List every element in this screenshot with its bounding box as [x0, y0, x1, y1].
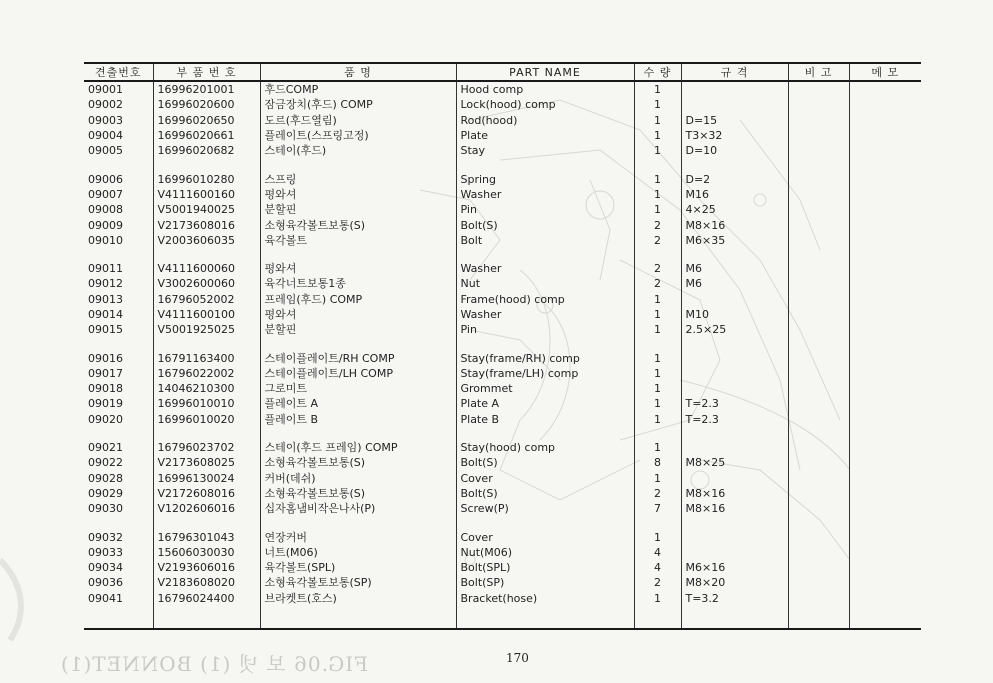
- part-name-kr-cell: 잠금장치(후드) COMP: [260, 97, 456, 112]
- memo-cell: [849, 292, 921, 307]
- part-name-en-cell: Pin: [456, 322, 634, 337]
- part-name-kr-cell: 프레임(후드) COMP: [260, 292, 456, 307]
- quantity-cell: 2: [634, 217, 681, 232]
- part-name-kr-cell: 스테이(후드 프레임) COMP: [260, 440, 456, 455]
- part-name-en-cell: Stay(frame/LH) comp: [456, 366, 634, 381]
- part-no-cell: 09014: [88, 308, 123, 321]
- memo-cell: [849, 202, 921, 217]
- spec-cell: [681, 350, 788, 365]
- quantity-cell: 1: [634, 171, 681, 186]
- remark-cell: [788, 322, 849, 337]
- spec-cell: [681, 292, 788, 307]
- group-spacer: [84, 248, 921, 261]
- table-row: [84, 412, 921, 427]
- table-row: [84, 486, 921, 501]
- remark-cell: [788, 350, 849, 365]
- header-memo: 메 모: [849, 63, 921, 81]
- part-name-kr-cell: 평와셔: [260, 187, 456, 202]
- part-number-cell: V2183608020: [153, 575, 260, 590]
- part-name-en-cell: Washer: [456, 261, 634, 276]
- part-number-cell: V4111600100: [153, 307, 260, 322]
- table-row: [84, 396, 921, 411]
- header-spec: 규 격: [681, 63, 788, 81]
- part-name-kr-cell: 육각볼트(SPL): [260, 560, 456, 575]
- remark-cell: [788, 292, 849, 307]
- part-number-cell: 16996020600: [153, 97, 260, 112]
- part-name-kr-cell: 십자홈냄비작은나사(P): [260, 501, 456, 516]
- part-name-kr-cell: 평와셔: [260, 307, 456, 322]
- part-number-cell: V3002600060: [153, 276, 260, 291]
- memo-cell: [849, 217, 921, 232]
- part-no-cell: 09022: [88, 456, 123, 470]
- spec-cell: M6×16: [681, 560, 788, 575]
- memo-cell: [849, 276, 921, 291]
- part-no-cell: 09032: [88, 530, 123, 544]
- spec-cell: M8×16: [681, 217, 788, 232]
- part-number-cell: 16996020682: [153, 143, 260, 158]
- spec-cell: M6: [681, 261, 788, 276]
- table-row: [84, 529, 921, 544]
- memo-cell: [849, 307, 921, 322]
- quantity-cell: 1: [634, 97, 681, 112]
- memo-cell: [849, 545, 921, 560]
- part-number-cell: 14046210300: [153, 381, 260, 396]
- table-body: [84, 81, 921, 629]
- part-name-en-cell: Nut(M06): [456, 545, 634, 560]
- part-name-kr-cell: 브라켓트(호스): [260, 591, 456, 606]
- spec-cell: 2.5×25: [681, 322, 788, 337]
- part-number-cell: V2172608016: [153, 486, 260, 501]
- remark-cell: [788, 440, 849, 455]
- part-name-en-cell: Grommet: [456, 381, 634, 396]
- part-name-en-cell: Bolt(S): [456, 217, 634, 232]
- spec-cell: M16: [681, 187, 788, 202]
- part-name-en-cell: Washer: [456, 307, 634, 322]
- header-qty: 수 량: [634, 63, 681, 81]
- parts-table: [84, 62, 921, 630]
- spec-cell: [681, 381, 788, 396]
- remark-cell: [788, 97, 849, 112]
- memo-cell: [849, 486, 921, 501]
- memo-cell: [849, 171, 921, 186]
- quantity-cell: 1: [634, 412, 681, 427]
- part-name-en-cell: Rod(hood): [456, 113, 634, 128]
- part-name-en-cell: Spring: [456, 171, 634, 186]
- table-row: [84, 292, 921, 307]
- part-no-cell: 09012: [88, 277, 123, 291]
- table-row: [84, 322, 921, 337]
- table-row: [84, 560, 921, 575]
- quantity-cell: 1: [634, 591, 681, 606]
- memo-cell: [849, 396, 921, 411]
- part-name-en-cell: Bolt(S): [456, 486, 634, 501]
- table-row: [84, 128, 921, 143]
- spec-cell: D=15: [681, 113, 788, 128]
- remark-cell: [788, 471, 849, 486]
- table-row: [84, 81, 921, 97]
- quantity-cell: 1: [634, 81, 681, 97]
- spec-cell: [681, 440, 788, 455]
- spec-cell: M8×16: [681, 501, 788, 516]
- memo-cell: [849, 322, 921, 337]
- quantity-cell: 1: [634, 143, 681, 158]
- spec-cell: [681, 529, 788, 544]
- part-name-en-cell: Stay: [456, 143, 634, 158]
- part-no-cell: 09018: [88, 382, 123, 396]
- spec-cell: [681, 81, 788, 97]
- part-no-cell: 09033: [88, 545, 123, 559]
- header-part-number: 부 품 번 호: [153, 63, 260, 81]
- part-number-cell: 16996130024: [153, 471, 260, 486]
- remark-cell: [788, 233, 849, 248]
- remark-cell: [788, 217, 849, 232]
- part-number-cell: 15606030030: [153, 545, 260, 560]
- quantity-cell: 1: [634, 440, 681, 455]
- table-row: [84, 202, 921, 217]
- remark-cell: [788, 545, 849, 560]
- spec-cell: T=2.3: [681, 412, 788, 427]
- group-spacer: [84, 427, 921, 440]
- quantity-cell: 1: [634, 396, 681, 411]
- part-name-kr-cell: 플레이트 B: [260, 412, 456, 427]
- part-number-cell: 16996020650: [153, 113, 260, 128]
- part-name-en-cell: Lock(hood) comp: [456, 97, 634, 112]
- part-no-cell: 09041: [88, 591, 123, 605]
- remark-cell: [788, 366, 849, 381]
- spec-cell: D=2: [681, 171, 788, 186]
- part-no-cell: 09017: [88, 366, 123, 380]
- part-number-cell: 16996010280: [153, 171, 260, 186]
- spec-cell: M6: [681, 276, 788, 291]
- quantity-cell: 2: [634, 261, 681, 276]
- part-name-en-cell: Stay(hood) comp: [456, 440, 634, 455]
- memo-cell: [849, 412, 921, 427]
- part-no-cell: 09003: [88, 113, 123, 127]
- quantity-cell: 1: [634, 350, 681, 365]
- memo-cell: [849, 501, 921, 516]
- table-row: [84, 276, 921, 291]
- part-name-en-cell: Nut: [456, 276, 634, 291]
- part-no-cell: 09034: [88, 561, 123, 575]
- part-number-cell: V2003606035: [153, 233, 260, 248]
- spec-cell: M6×35: [681, 233, 788, 248]
- header-no: 견출번호: [84, 63, 153, 81]
- memo-cell: [849, 440, 921, 455]
- quantity-cell: 2: [634, 486, 681, 501]
- remark-cell: [788, 261, 849, 276]
- part-name-en-cell: Plate: [456, 128, 634, 143]
- part-no-cell: 09009: [88, 218, 123, 232]
- remark-cell: [788, 202, 849, 217]
- memo-cell: [849, 381, 921, 396]
- part-number-cell: V4111600060: [153, 261, 260, 276]
- quantity-cell: 8: [634, 455, 681, 470]
- table-bottom-row: [84, 606, 921, 629]
- quantity-cell: 1: [634, 381, 681, 396]
- part-name-kr-cell: 너트(M06): [260, 545, 456, 560]
- memo-cell: [849, 113, 921, 128]
- part-name-kr-cell: 연장커버: [260, 529, 456, 544]
- table-row: [84, 440, 921, 455]
- part-name-kr-cell: 플레이트(스프링고정): [260, 128, 456, 143]
- spec-cell: M8×20: [681, 575, 788, 590]
- part-no-cell: 09004: [88, 129, 123, 143]
- part-number-cell: 16796022002: [153, 366, 260, 381]
- memo-cell: [849, 143, 921, 158]
- memo-cell: [849, 529, 921, 544]
- part-name-kr-cell: 육각너트보통1종: [260, 276, 456, 291]
- spec-cell: T=3.2: [681, 591, 788, 606]
- part-no-cell: 09002: [88, 98, 123, 112]
- part-number-cell: 16791163400: [153, 350, 260, 365]
- part-no-cell: 09013: [88, 292, 123, 306]
- quantity-cell: 1: [634, 529, 681, 544]
- table-row: [84, 381, 921, 396]
- memo-cell: [849, 81, 921, 97]
- part-no-cell: 09021: [88, 441, 123, 455]
- part-number-cell: 16996010020: [153, 412, 260, 427]
- header-remark: 비 고: [788, 63, 849, 81]
- quantity-cell: 4: [634, 560, 681, 575]
- table-row: [84, 575, 921, 590]
- part-name-en-cell: Hood comp: [456, 81, 634, 97]
- quantity-cell: 1: [634, 202, 681, 217]
- table-row: [84, 261, 921, 276]
- part-name-kr-cell: 그로미트: [260, 381, 456, 396]
- table-row: [84, 171, 921, 186]
- part-name-en-cell: Plate A: [456, 396, 634, 411]
- remark-cell: [788, 591, 849, 606]
- table-row: [84, 233, 921, 248]
- memo-cell: [849, 575, 921, 590]
- quantity-cell: 7: [634, 501, 681, 516]
- part-name-en-cell: Washer: [456, 187, 634, 202]
- table-row: [84, 471, 921, 486]
- part-number-cell: V5001925025: [153, 322, 260, 337]
- part-no-cell: 09015: [88, 323, 123, 337]
- part-name-en-cell: Cover: [456, 529, 634, 544]
- part-number-cell: 16796301043: [153, 529, 260, 544]
- part-name-kr-cell: 소형육각볼트보통(S): [260, 486, 456, 501]
- table-row: [84, 187, 921, 202]
- spec-cell: [681, 97, 788, 112]
- memo-cell: [849, 97, 921, 112]
- part-number-cell: 16996020661: [153, 128, 260, 143]
- remark-cell: [788, 486, 849, 501]
- remark-cell: [788, 143, 849, 158]
- spec-cell: [681, 471, 788, 486]
- memo-cell: [849, 187, 921, 202]
- quantity-cell: 1: [634, 322, 681, 337]
- header-name-kr: 품 명: [260, 63, 456, 81]
- part-no-cell: 09019: [88, 397, 123, 411]
- table-header: [84, 63, 921, 81]
- remark-cell: [788, 575, 849, 590]
- part-no-cell: 09007: [88, 187, 123, 201]
- part-no-cell: 09008: [88, 203, 123, 217]
- part-name-en-cell: Bolt(SP): [456, 575, 634, 590]
- bleed-through-title: FIG.06 보 넷 (1) BONNET(1): [60, 652, 368, 676]
- part-name-kr-cell: 소형육각볼토보통(SP): [260, 575, 456, 590]
- quantity-cell: 4: [634, 545, 681, 560]
- part-name-kr-cell: 평와셔: [260, 261, 456, 276]
- remark-cell: [788, 171, 849, 186]
- table-row: [84, 113, 921, 128]
- spec-cell: T=2.3: [681, 396, 788, 411]
- quantity-cell: 1: [634, 307, 681, 322]
- group-spacer: [84, 337, 921, 350]
- part-name-en-cell: Bolt: [456, 233, 634, 248]
- remark-cell: [788, 276, 849, 291]
- remark-cell: [788, 455, 849, 470]
- quantity-cell: 1: [634, 292, 681, 307]
- part-no-cell: 09029: [88, 486, 123, 500]
- table-row: [84, 501, 921, 516]
- group-spacer: [84, 158, 921, 171]
- part-number-cell: 16996010010: [153, 396, 260, 411]
- spec-cell: M8×16: [681, 486, 788, 501]
- spec-cell: M8×25: [681, 455, 788, 470]
- quantity-cell: 2: [634, 575, 681, 590]
- table-row: [84, 307, 921, 322]
- part-number-cell: 16996201001: [153, 81, 260, 97]
- part-number-cell: V2173608025: [153, 455, 260, 470]
- part-no-cell: 09036: [88, 576, 123, 590]
- memo-cell: [849, 560, 921, 575]
- table-row: [84, 217, 921, 232]
- table-row: [84, 455, 921, 470]
- group-spacer: [84, 516, 921, 529]
- part-number-cell: 16796023702: [153, 440, 260, 455]
- part-name-kr-cell: 후드COMP: [260, 81, 456, 97]
- remark-cell: [788, 560, 849, 575]
- part-name-kr-cell: 커버(데쉬): [260, 471, 456, 486]
- part-no-cell: 09005: [88, 144, 123, 158]
- part-name-kr-cell: 소형육각볼트보통(S): [260, 217, 456, 232]
- table-row: [84, 143, 921, 158]
- header-part-name: PART NAME: [456, 63, 634, 81]
- memo-cell: [849, 471, 921, 486]
- part-name-en-cell: Pin: [456, 202, 634, 217]
- memo-cell: [849, 455, 921, 470]
- spec-cell: M10: [681, 307, 788, 322]
- remark-cell: [788, 113, 849, 128]
- quantity-cell: 1: [634, 187, 681, 202]
- part-name-en-cell: Bracket(hose): [456, 591, 634, 606]
- remark-cell: [788, 81, 849, 97]
- memo-cell: [849, 366, 921, 381]
- remark-cell: [788, 396, 849, 411]
- table-row: [84, 591, 921, 606]
- part-name-kr-cell: 스테이(후드): [260, 143, 456, 158]
- memo-cell: [849, 233, 921, 248]
- part-number-cell: V4111600160: [153, 187, 260, 202]
- quantity-cell: 2: [634, 276, 681, 291]
- part-name-kr-cell: 스테이플레이트/LH COMP: [260, 366, 456, 381]
- remark-cell: [788, 381, 849, 396]
- part-name-kr-cell: 플레이트 A: [260, 396, 456, 411]
- part-name-kr-cell: 스프링: [260, 171, 456, 186]
- part-name-en-cell: Cover: [456, 471, 634, 486]
- part-name-kr-cell: 육각볼트: [260, 233, 456, 248]
- memo-cell: [849, 350, 921, 365]
- part-name-en-cell: Screw(P): [456, 501, 634, 516]
- part-number-cell: V5001940025: [153, 202, 260, 217]
- spec-cell: [681, 545, 788, 560]
- part-no-cell: 09016: [88, 351, 123, 365]
- part-number-cell: V2193606016: [153, 560, 260, 575]
- spec-cell: T3×32: [681, 128, 788, 143]
- remark-cell: [788, 412, 849, 427]
- memo-cell: [849, 591, 921, 606]
- quantity-cell: 2: [634, 233, 681, 248]
- part-name-en-cell: Frame(hood) comp: [456, 292, 634, 307]
- part-number-cell: 16796052002: [153, 292, 260, 307]
- part-number-cell: 16796024400: [153, 591, 260, 606]
- table-row: [84, 366, 921, 381]
- part-name-en-cell: Bolt(SPL): [456, 560, 634, 575]
- part-name-kr-cell: 스테이플레이트/RH COMP: [260, 350, 456, 365]
- spec-cell: 4×25: [681, 202, 788, 217]
- part-name-kr-cell: 도르(후드열림): [260, 113, 456, 128]
- quantity-cell: 1: [634, 366, 681, 381]
- page-number: 170: [506, 651, 529, 665]
- quantity-cell: 1: [634, 128, 681, 143]
- part-no-cell: 09006: [88, 172, 123, 186]
- part-name-kr-cell: 분할핀: [260, 322, 456, 337]
- part-number-cell: V1202606016: [153, 501, 260, 516]
- table-row: [84, 97, 921, 112]
- spec-cell: [681, 366, 788, 381]
- table-row: [84, 545, 921, 560]
- quantity-cell: 1: [634, 471, 681, 486]
- part-number-cell: V2173608016: [153, 217, 260, 232]
- part-name-en-cell: Plate B: [456, 412, 634, 427]
- memo-cell: [849, 128, 921, 143]
- part-no-cell: 09030: [88, 502, 123, 516]
- part-no-cell: 09020: [88, 412, 123, 426]
- part-name-en-cell: Bolt(S): [456, 455, 634, 470]
- part-no-cell: 09028: [88, 471, 123, 485]
- remark-cell: [788, 501, 849, 516]
- remark-cell: [788, 128, 849, 143]
- part-name-en-cell: Stay(frame/RH) comp: [456, 350, 634, 365]
- part-name-kr-cell: 분할핀: [260, 202, 456, 217]
- table-row: [84, 350, 921, 365]
- remark-cell: [788, 187, 849, 202]
- spec-cell: D=10: [681, 143, 788, 158]
- quantity-cell: 1: [634, 113, 681, 128]
- part-no-cell: 09001: [88, 83, 123, 97]
- part-no-cell: 09010: [88, 233, 123, 247]
- part-name-kr-cell: 소형육각볼트보통(S): [260, 455, 456, 470]
- remark-cell: [788, 307, 849, 322]
- memo-cell: [849, 261, 921, 276]
- remark-cell: [788, 529, 849, 544]
- part-no-cell: 09011: [88, 262, 123, 276]
